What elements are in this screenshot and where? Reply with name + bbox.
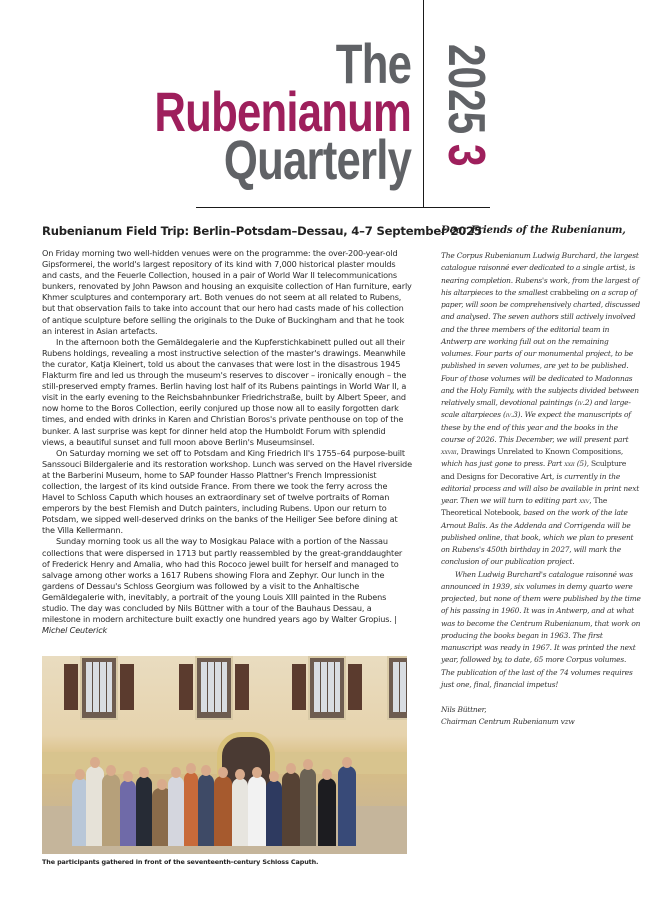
window <box>80 656 118 720</box>
article-title: Rubenianum Field Trip: Berlin–Potsdam–Dessau, 4–7 September 2025 <box>42 224 482 238</box>
letter-body <box>441 250 641 691</box>
issue-label <box>437 44 497 194</box>
article-column <box>42 224 482 636</box>
article-paragraph: On Friday morning two well-hidden venues were on the programme: the over-200-year-old Gipsformerei, the world's largest repository of its kind with 7,000 historical plaster moulds and casts, and the Feuerle Collection, housed in a pair of World War II telecommunications bunkers, renovated by John Pawson and housing an exquisite collection of Han furniture, early Khmer sculptures and contemporary art. Both venues do not seem at all related to Rubens, but that observation fails to take into account that our hero had casts made of his collection of antique sculpture before selling the originals to the Duke of Buckingham and that he took an interest in Asian artefacts. <box>42 248 412 336</box>
publication-title <box>82 32 411 192</box>
article-paragraph: In the afternoon both the Gemäldegalerie and the Kupferstichkabinett pulled out all their Rubens holdings, revealing a most instructive selection of the master's drawings. Meanwhile the curator, Katja Kleinert, told us about the canvases that were lost in the disastrous 1945 Flakturm fire and led us through the museum's reserves to discover – ironically enough – the still-preserved empty frames. Berlin having lost half of its Rubens paintings in World War II, a visit in the early evening to the Reichsbahnbunker Friedrichstraße, built by Albert Speer, and now home to the Boros Collection, eerily conjured up those now all to easily forgotten dark times, and ended with drinks in Karen and Christian Boros's private penthouse on top of the bunker. A last surprise was kept for dinner held atop the Humboldt Forum with splendid views, a beautiful sunset and full moon above Berlin's Museumsinsel. <box>42 336 407 447</box>
article-paragraph: Sunday morning took us all the way to Mosigkau Palace with a portion of the Nassau collections that were dispersed in 1713 but partly reassembled by the great-granddaughter of Frederick Henry and Amalia, who had this Rococo jewel built for herself and managed to salvage among other works a 1617 Rubens showing Flora and Zephyr. Our lunch in the gardens of Dessau's Schloss Georgium was followed by a visit to the Anhaltische Gemäldegalerie with, inevitably, a portrait of the young Louis XIII painted in the Rubens studio. The day was concluded by Nils Büttner with a tour of the Bauhaus Dessau, a milestone in modern architecture built exactly one hundred years ago by Walter Gropius. | Michel Ceuterick <box>42 536 403 636</box>
issue-number: 3 <box>437 143 495 167</box>
letter-signature <box>441 704 641 729</box>
masthead-vertical-divider <box>423 0 424 208</box>
title-the: The <box>335 32 411 95</box>
masthead-horizontal-divider <box>196 207 490 208</box>
signature-name: Nils Büttner, <box>441 705 487 714</box>
window <box>308 656 346 720</box>
article-body <box>42 248 412 636</box>
group-of-people <box>72 746 392 846</box>
photo-caption: The participants gathered in front of the seventeenth-century Schloss Caputh. <box>42 858 319 866</box>
signature-title: Chairman Centrum Rubenianum vzw <box>441 717 575 727</box>
title-quarterly: Quarterly <box>223 128 411 192</box>
issue-year: 2025 <box>437 44 495 135</box>
article-paragraph: On Saturday morning we set off to Potsdam and King Friedrich II's 1755–64 purpose-built Sanssouci Bildergalerie and its restoration workshop. Lunch was served on the Havel riverside at the Barberini Museum, home to SAP founder Hasso Plattner's French Impressionist collection, the largest of its kind outside France. From there we took the ferry across the Havel to Schloss Caputh which houses an extraordinary set of twelve portraits of Roman emperors by the best Flemish and Dutch painters, including Rubens. Upon our return to Potsdam, we sipped well-deserved drinks on the banks of the Heiliger See before dining at the Villa Kellermann. <box>42 447 412 536</box>
masthead <box>0 0 647 210</box>
article-byline: Michel Ceuterick <box>42 625 108 636</box>
letter-column <box>441 224 641 729</box>
letter-paragraph: When Ludwig Burchard's catalogue raisonné was announced in 1939, six volumes in demy quarto were projected, but none of them were published by the time of his passing in 1960. It was in Antwerp, and at what was to become the Centrum Rubenianum, that work on producing the books began in 1963. The first manuscript was ready in 1967. It was printed the next year, followed by, to date, 65 more Corpus volumes. The publication of the last of the 74 volumes requires just one, final, financial impetus! <box>441 569 641 689</box>
title-rubenianum: Rubenianum <box>154 80 411 144</box>
window <box>387 656 407 720</box>
letter-greeting: Dear Friends of the Rubenianum, <box>441 224 626 236</box>
window <box>195 656 233 720</box>
letter-paragraph: The Corpus Rubenianum Ludwig Burchard, the largest catalogue raisonné ever dedicated to a single artist, is nearing completion. Rubens's work, from the largest of his altarpieces to the smallest crabbeling on a scrap of paper, will soon be comprehensively charted, discussed and analysed. The seven authors still actively involved and the three members of the editorial team in Antwerp are working full out on the remaining volumes. Four parts of our monumental project, to be published in seven volumes, are yet to be published. Four of those volumes will be dedicated to Madonnas and the Holy Family, with the subjects divided between relatively small, devotional paintings (iv.2) and large-scale altarpieces (iv.3). We expect the manuscripts of these by the end of this year and the books in the course of 2026. This December, we will present part xxviii, Drawings Unrelated to Known Compositions, which has just gone to press. Part xxii (5), Sculpture and Designs for Decorative Art, is currently in the editorial process and will also be available in print next year. Then we will turn to editing part xxv, The Theoretical Notebook, based on the work of the late Arnout Balis. As the Addenda and Corrigenda will be published online, that book, which we plan to present on Rubens's 450th birthday in 2027, will mark the conclusion of our publication project. <box>441 251 641 567</box>
group-photo <box>42 656 407 854</box>
